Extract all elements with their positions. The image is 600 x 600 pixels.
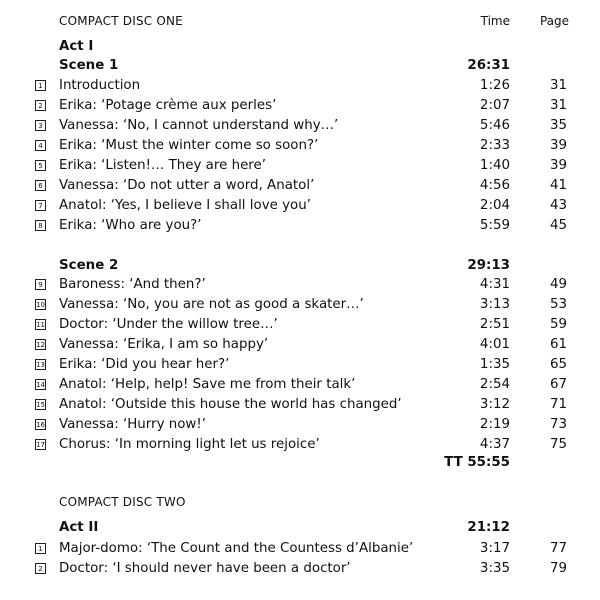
track-page: 49: [549, 277, 567, 292]
track-title: Vanessa: ‘Hurry now!’: [59, 417, 207, 432]
page-column-header: Page: [539, 14, 569, 28]
track-number-box: 10: [36, 301, 45, 309]
track-row: [0, 275, 600, 295]
track-title: Anatol: ‘Yes, I believe I shall love you’: [59, 198, 311, 213]
disc-two-header: [0, 492, 600, 512]
track-page: 41: [549, 178, 567, 193]
track-title: Erika: ‘Who are you?’: [59, 218, 202, 233]
track-row: [0, 295, 600, 315]
track-time: 2:07: [479, 98, 510, 113]
track-time: 4:56: [479, 178, 510, 193]
track-time: 1:26: [479, 78, 510, 93]
track-page: 67: [549, 377, 567, 392]
scene-two-total: 29:13: [467, 258, 510, 273]
track-page: 35: [549, 118, 567, 133]
track-title: Vanessa: ‘No, I cannot understand why…’: [59, 118, 339, 133]
track-row: [0, 76, 600, 96]
track-page: 45: [549, 218, 567, 233]
track-row: [0, 216, 600, 236]
track-page: 39: [549, 158, 567, 173]
disc-one-total-time: TT 55:55: [444, 455, 510, 470]
scene-one-total: 26:31: [467, 58, 510, 73]
track-number-box: 16: [36, 421, 45, 429]
track-row: [0, 96, 600, 116]
track-row: [0, 335, 600, 355]
act-two-heading: Act II: [59, 520, 99, 535]
track-page: 43: [549, 198, 567, 213]
track-row: [0, 176, 600, 196]
track-time: 4:01: [479, 337, 510, 352]
track-page: 71: [549, 397, 567, 412]
track-number-box: 4: [35, 140, 46, 151]
track-title: Chorus: ‘In morning light let us rejoice’: [59, 437, 320, 452]
track-title: Vanessa: ‘Do not utter a word, Anatol’: [59, 178, 315, 193]
track-page: 73: [549, 417, 567, 432]
track-page: 39: [549, 138, 567, 153]
track-page: 31: [549, 78, 567, 93]
track-time: 3:12: [479, 397, 510, 412]
track-time: 2:04: [479, 198, 510, 213]
disc-one-header: [0, 11, 600, 31]
track-number-box: 2: [35, 100, 46, 111]
track-page: 75: [549, 437, 567, 452]
track-number-box: 7: [35, 200, 46, 211]
track-time: 2:51: [479, 317, 510, 332]
track-row: [0, 375, 600, 395]
track-page: 61: [549, 337, 567, 352]
track-number-box: 6: [35, 180, 46, 191]
track-number-box: 1: [35, 543, 46, 554]
scene-one-heading: Scene 1: [59, 58, 119, 73]
track-time: 2:54: [479, 377, 510, 392]
track-row: [0, 315, 600, 335]
track-title: Anatol: ‘Help, help! Save me from their talk’: [59, 377, 356, 392]
track-time: 2:33: [479, 138, 510, 153]
track-page: 65: [549, 357, 567, 372]
track-title: Doctor: ‘Under the willow tree…’: [59, 317, 278, 332]
track-time: 3:13: [479, 297, 510, 312]
track-row: [0, 559, 600, 579]
track-row: [0, 395, 600, 415]
track-page: 77: [549, 541, 567, 556]
scene-two-heading: Scene 2: [59, 258, 119, 273]
track-number-box: 1: [35, 80, 46, 91]
track-time: 1:35: [479, 357, 510, 372]
track-time: 4:31: [479, 277, 510, 292]
track-row: [0, 539, 600, 559]
track-title: Erika: ‘Must the winter come so soon?’: [59, 138, 319, 153]
track-title: Doctor: ‘I should never have been a doctor’: [59, 561, 351, 576]
track-number-box: 15: [36, 401, 45, 409]
track-number-box: 12: [36, 341, 45, 349]
track-number-box: 2: [35, 563, 46, 574]
track-row: [0, 156, 600, 176]
track-row: [0, 415, 600, 435]
track-title: Erika: ‘Did you hear her?’: [59, 357, 230, 372]
track-time: 3:35: [479, 561, 510, 576]
track-row: [0, 136, 600, 156]
track-time: 3:17: [479, 541, 510, 556]
track-number-box: 11: [36, 321, 45, 329]
track-title: Introduction: [59, 78, 141, 93]
disc-two-label: COMPACT DISC TWO: [59, 495, 186, 509]
track-time: 1:40: [479, 158, 510, 173]
track-title: Anatol: ‘Outside this house the world has changed’: [59, 397, 402, 412]
track-row: [0, 196, 600, 216]
track-number-box: 17: [36, 441, 45, 449]
track-title: Vanessa: ‘No, you are not as good a skater…’: [59, 297, 364, 312]
track-row: [0, 435, 600, 455]
track-time: 2:19: [479, 417, 510, 432]
track-title: Vanessa: ‘Erika, I am so happy’: [59, 337, 269, 352]
disc-one-label: COMPACT DISC ONE: [59, 14, 183, 28]
track-number-box: 8: [35, 220, 46, 231]
track-number-box: 3: [35, 120, 46, 131]
track-number-box: 5: [35, 160, 46, 171]
track-row: [0, 116, 600, 136]
time-column-header: Time: [480, 14, 510, 28]
act-one-heading: Act I: [59, 39, 94, 54]
track-page: 53: [549, 297, 567, 312]
track-time: 5:46: [479, 118, 510, 133]
track-number-box: 14: [36, 381, 45, 389]
track-row: [0, 355, 600, 375]
track-title: Erika: ‘Listen!… They are here’: [59, 158, 267, 173]
track-page: 59: [549, 317, 567, 332]
track-title: Baroness: ‘And then?’: [59, 277, 206, 292]
track-number-box: 13: [36, 361, 45, 369]
track-page: 31: [549, 98, 567, 113]
track-title: Erika: ‘Potage crème aux perles’: [59, 98, 277, 113]
track-number-box: 9: [35, 279, 46, 290]
track-time: 4:37: [479, 437, 510, 452]
track-page: 79: [549, 561, 567, 576]
track-time: 5:59: [479, 218, 510, 233]
act-two-total: 21:12: [467, 520, 510, 535]
track-title: Major-domo: ‘The Count and the Countess d’Albanie’: [59, 541, 414, 556]
